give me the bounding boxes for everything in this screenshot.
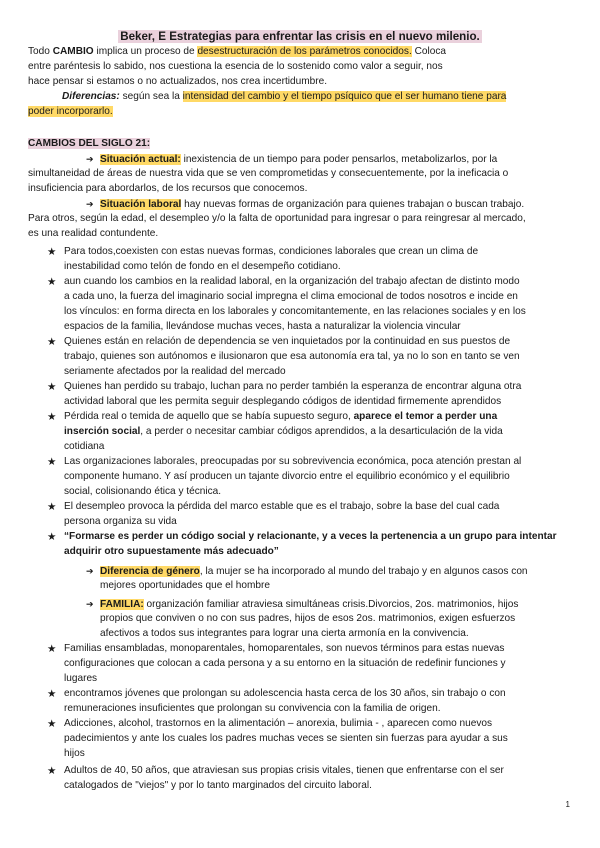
intro-line-2: entre paréntesis lo sabido, nos cuestiona la esencia de lo sostenido como valor a seguir, nos [28, 61, 443, 72]
familia-line-1: ➔ FAMILIA: organización familiar atraviesa simultáneas crisis.Divorcios, 2os. matrimonios, hijos [86, 599, 519, 610]
star-bullet-icon: ★ [47, 411, 57, 423]
intro-line-1: Todo CAMBIO implica un proceso de desestructuración de los parámetros conocidos. Coloca [28, 46, 446, 57]
star-bullet-icon: ★ [47, 381, 57, 393]
bullet-9-line-3: lugares [64, 673, 98, 684]
arrow-icon: ➔ [86, 599, 94, 609]
bullet-12-line-1: Adultos de 40, 50 años, que atraviesan sus propias crisis vitales, tienen que enfrentarse con el ser [64, 765, 504, 776]
bullet-11-line-3: hijos [64, 748, 85, 759]
arrow-icon: ➔ [86, 199, 94, 209]
differences-line-1: Diferencias: según sea la intensidad del cambio y el tiempo psíquico que el ser humano tiene para [62, 91, 507, 102]
situacion-actual-line-1: ➔ Situación actual: inexistencia de un tiempo para poder pensarlos, metabolizarlos, por la [86, 154, 498, 165]
situacion-actual-line-3: insuficiencia para abordarlos, de los recursos que conocemos. [28, 183, 308, 194]
familia-line-2: propios que conviven o no con sus padres, hijos de esos 2os. matrimonios, exigen esfuerzos [100, 613, 516, 624]
star-bullet-icon: ★ [47, 643, 57, 655]
bullet-8-line-1: “Formarse es perder un código social y relacionante, y a veces la pertenencia a un grupo para intentar [64, 531, 557, 542]
bullet-5-line-1: Pérdida real o temida de aquello que se había supuesto seguro, aparece el temor a perder una [64, 411, 498, 422]
bullet-11-line-1: Adicciones, alcohol, trastornos en la alimentación – anorexia, bulimia - , aparecen como nuevos [64, 718, 493, 729]
star-bullet-icon: ★ [47, 765, 57, 777]
bullet-1-line-2: inestabilidad como telón de fondo en el desempeño cotidiano. [64, 261, 341, 272]
familia-line-3: afectivos a todos sus integrantes para lograr una cierta armonía en la convivencia. [100, 628, 469, 639]
bullet-9-line-2: configuraciones que colocan a cada persona y a su entorno en la situación de redefinir funciones y [64, 658, 506, 669]
star-bullet-icon: ★ [47, 276, 57, 288]
arrow-icon: ➔ [86, 566, 94, 576]
bullet-11-line-2: padecimientos y ante los cuales los padres muchas veces se sienten sin fuerzas para ayudar a sus [64, 733, 508, 744]
bullet-2-line-1: aun cuando los cambios en la realidad laboral, en la organización del trabajo afectan de distinto modo [64, 276, 520, 287]
bullet-3-line-1: Quienes están en relación de dependencia se ven inquietados por la continuidad en sus puestos de [64, 336, 511, 347]
arrow-icon: ➔ [86, 154, 94, 164]
differences-line-2: poder incorporarlo. [28, 106, 113, 117]
star-bullet-icon: ★ [47, 336, 57, 348]
bullet-9-line-1: Familias ensambladas, monoparentales, homoparentales, son nuevos términos para estas nuevas [64, 643, 505, 654]
situacion-laboral-line-2: Para otros, según la edad, el desempleo y/o la falta de oportunidad para ingresar o para reingresar al mercado, [28, 213, 526, 224]
bullet-10-line-1: encontramos jóvenes que prolongan su adolescencia hasta cerca de los 30 años, sin trabajo o con [64, 688, 506, 699]
intro-line-3: hace pensar si estamos o no actualizados, nos crea incertidumbre. [28, 76, 328, 87]
bullet-1-line-1: Para todos,coexisten con estas nuevas formas, condiciones laborales que crean un clima de [64, 246, 479, 257]
bullet-5-line-2: inserción social, a perder o necesitar cambiar códigos aprendidos, a la desarticulación de la vida [64, 426, 503, 437]
section-heading: CAMBIOS DEL SIGLO 21: [28, 138, 151, 149]
bullet-3-line-3: seriamente afectados por la realidad del mercado [64, 366, 286, 377]
bullet-6-line-3: social, colisionando ética y técnica. [64, 486, 222, 497]
bullet-10-line-2: remuneraciones insuficientes que prolongan su convivencia con la familia de origen. [64, 703, 441, 714]
star-bullet-icon: ★ [47, 501, 57, 513]
bullet-7-line-2: persona organiza su vida [64, 516, 177, 527]
star-bullet-icon: ★ [47, 456, 57, 468]
genero-line-2: mejores oportunidades que el hombre [100, 580, 271, 591]
bullet-6-line-2: componente humano. Y así producen un tajante divorcio entre el equilibrio económico y el equilibrio [64, 471, 510, 482]
star-bullet-icon: ★ [47, 688, 57, 700]
star-bullet-icon: ★ [47, 246, 57, 258]
situacion-laboral-line-1: ➔ Situación laboral hay nuevas formas de organización para quienes trabajan o buscan trabajo. [86, 199, 525, 210]
page-number: 1 [565, 800, 570, 809]
star-bullet-icon: ★ [47, 531, 57, 543]
bullet-5-line-3: cotidiana [64, 441, 105, 452]
document-title: Beker, E Estrategias para enfrentar las crisis en el nuevo milenio. [120, 30, 480, 43]
situacion-laboral-line-3: es una realidad contundente. [28, 228, 159, 239]
bullet-7-line-1: El desempleo provoca la pérdida del marco estable que es el trabajo, sobre la base del cual cada [64, 501, 500, 512]
bullet-2-line-3: los vínculos: en forma directa en los laborales y concomitantemente, en las relaciones sociales y en los [64, 306, 526, 317]
bullet-4-line-2: actividad laboral que les permita seguir desplegando códigos de identidad firmemente aprendidos [64, 396, 502, 407]
bullet-4-line-1: Quienes han perdido su trabajo, luchan para no perder también la esperanza de encontrar alguna otra [64, 381, 522, 392]
bullet-2-line-4: espacios de la familia, llevándose muchas veces, hasta a naturalizar la violencia vincular [64, 321, 461, 332]
bullet-12-line-2: catalogados de "viejos" y por lo tanto marginados del circuito laboral. [64, 780, 372, 791]
bullet-6-line-1: Las organizaciones laborales, preocupadas por su sobrevivencia económica, poca atención prestan al [64, 456, 522, 467]
situacion-actual-line-2: simultaneidad de áreas de nuestra vida que se ven comprometidas y consecuentemente, por la ineficacia o [28, 168, 509, 179]
bullet-3-line-2: trabajo, quienes son autónomos e ilusionaron que esa autonomía era tal, ya no lo son en tanto se ven [64, 351, 520, 362]
star-bullet-icon: ★ [47, 718, 57, 730]
genero-line-1: ➔ Diferencia de género, la mujer se ha incorporado al mundo del trabajo y en algunos casos con [86, 566, 528, 577]
bullet-2-line-2: a cada uno, la fuerza del imaginario social impregna el clima emocional de todos nosotros e incide en [64, 291, 518, 302]
bullet-8-line-2: adquirir otro supuestamente más adecuado” [64, 546, 279, 557]
